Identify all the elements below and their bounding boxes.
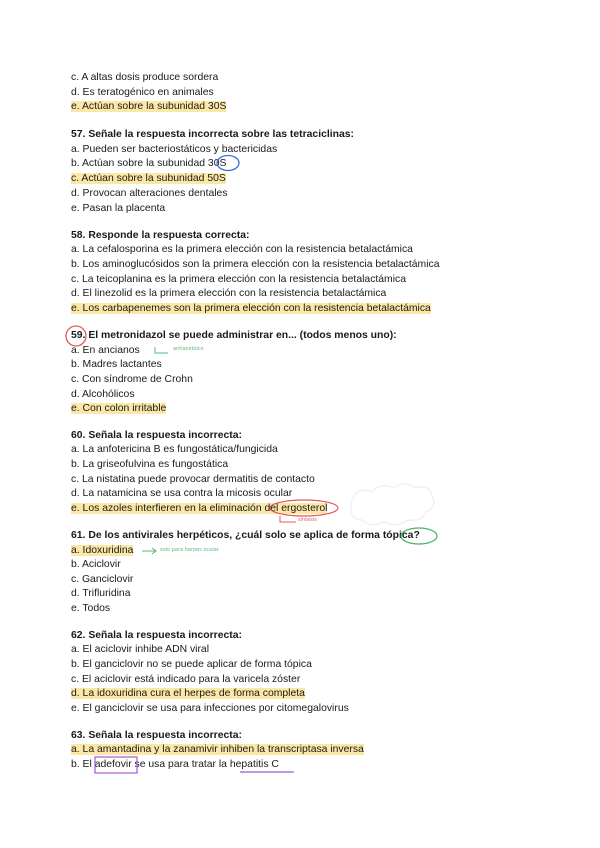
q61-option-a	[71, 544, 133, 558]
q62-option-e: e. El ganciclovir se usa para infecciones por citomegalovirus	[71, 703, 349, 714]
highlight: d. La idoxuridina cura el herpes de forma completa	[71, 688, 305, 699]
q56-option-d: d. Es teratogénico en animales	[71, 87, 214, 98]
highlight: e. Los carbapenemes son la primera elección con la resistencia betalactámica	[71, 303, 431, 314]
q62-option-d	[71, 687, 305, 701]
handwritten-note: antiacetóico	[173, 346, 204, 352]
q58-option-c: c. La teicoplanina es la primera elección con la resistencia betalactámica	[71, 274, 406, 285]
q62-option-c: c. El aciclovir está indicado para la varicela zóster	[71, 674, 301, 685]
q56-option-e	[71, 100, 226, 114]
q57-option-c	[71, 172, 226, 186]
q60-e-circled-word: eliminación	[209, 503, 262, 514]
highlight: e. Los azoles interfieren en la eliminación del ergosterol	[71, 503, 328, 514]
q59-option-a: a. En ancianos	[71, 345, 140, 356]
q59-option-b: b. Madres lactantes	[71, 359, 162, 370]
highlight: e. Con colon irritable	[71, 403, 167, 414]
q57-option-e: e. Pasan la placenta	[71, 203, 166, 214]
q60-option-e	[71, 502, 327, 516]
q62-option-b: b. El ganciclovir no se puede aplicar de forma tópica	[71, 659, 312, 670]
q61-title-circled-word: tópica	[382, 530, 414, 541]
q63-title: 63. Señala la respuesta incorrecta:	[71, 730, 242, 741]
highlight: a. La amantadina y la zanamivir inhiben la transcriptasa inversa	[71, 744, 364, 755]
highlight: e. Actúan sobre la subunidad 30S	[71, 101, 227, 112]
handwritten-note: solo para herpes ocular	[160, 547, 219, 553]
q58-option-a: a. La cefalosporina es la primera elección con la resistencia betalactámica	[71, 244, 413, 255]
q57-option-a: a. Pueden ser bacteriostáticos y bactericidas	[71, 144, 278, 155]
q56-option-c: c. A altas dosis produce sordera	[71, 72, 219, 83]
q60-option-d: d. La natamicina se usa contra la micosis ocular	[71, 488, 293, 499]
highlight: c. Actúan sobre la subunidad 50S	[71, 173, 226, 184]
q57-option-b	[71, 157, 226, 171]
q58-title: 58. Responde la respuesta correcta:	[71, 230, 250, 241]
arrow-icon	[142, 548, 156, 554]
q57-b-text: b. Actúan sobre la subunidad	[71, 158, 208, 169]
q60-option-b: b. La griseofulvina es fungostática	[71, 459, 229, 470]
q61-option-c: c. Ganciclovir	[71, 574, 134, 585]
q59-title	[71, 329, 397, 343]
q58-option-d: d. El linezolid es la primera elección con la resistencia betalactámica	[71, 288, 387, 299]
q62-title: 62. Señala la respuesta incorrecta:	[71, 630, 242, 641]
q59-number-circled: 59.	[71, 330, 86, 341]
q60-title: 60. Señala la respuesta incorrecta:	[71, 430, 242, 441]
q57-title: 57. Señale la respuesta incorrecta sobre las tetraciclinas:	[71, 129, 354, 140]
q62-option-a: a. El aciclovir inhibe ADN viral	[71, 644, 210, 655]
q59-option-d: d. Alcohólicos	[71, 389, 135, 400]
q61-option-e: e. Todos	[71, 603, 111, 614]
arrow-icon	[155, 347, 168, 353]
q63-b-underlined-word: hepatitis C	[229, 759, 279, 770]
q59-option-c: c. Con síndrome de Crohn	[71, 374, 193, 385]
q58-option-e	[71, 302, 431, 316]
q61-option-b: b. Aciclovir	[71, 559, 121, 570]
q57-option-d: d. Provocan alteraciones dentales	[71, 188, 228, 199]
q61-title: 61. De los antivirales herpéticos, ¿cuál solo se aplica de forma tópica?	[71, 530, 420, 541]
highlight: a. Idoxuridina	[71, 545, 134, 556]
arrow-icon	[280, 516, 296, 522]
cloud-doodle	[351, 484, 434, 525]
q59-title-text: El metronidazol se puede administrar en... (todos menos uno):	[85, 330, 397, 341]
q61-option-d: d. Trifluridina	[71, 588, 131, 599]
q57-b-circled: 30S	[207, 158, 227, 169]
q63-b-boxed-word: adefovir	[94, 759, 132, 770]
q63-option-a	[71, 743, 364, 757]
handwritten-correction: síntesis	[298, 517, 317, 523]
q60-option-c: c. La nistatina puede provocar dermatitis de contacto	[71, 474, 315, 485]
q63-option-b: b. El adefovir se usa para tratar la hepatitis C	[71, 759, 279, 770]
q59-option-e	[71, 402, 166, 416]
q60-option-a: a. La anfotericina B es fungostática/fungicida	[71, 444, 278, 455]
q58-option-b: b. Los aminoglucósidos son la primera elección con la resistencia betalactámica	[71, 259, 440, 270]
